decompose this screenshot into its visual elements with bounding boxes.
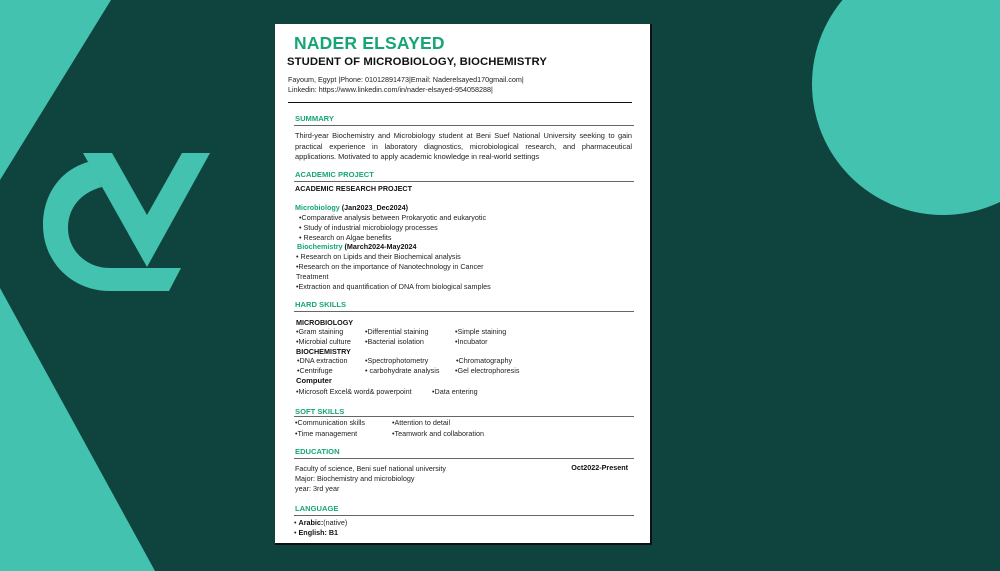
list-item: Treatment: [296, 272, 329, 281]
skill-item: •Chromatography: [456, 356, 513, 365]
skill-item: •Simple staining: [455, 327, 507, 336]
skill-item: •Microsoft Excel& word& powerpoint: [296, 387, 412, 396]
language-divider: [294, 515, 634, 516]
language-label: Arabic:: [298, 518, 324, 527]
skill-item: •DNA extraction: [297, 356, 348, 365]
bottom-left-teal-triangle: [0, 288, 155, 571]
project-microbiology-title: [295, 203, 408, 212]
skill-item: •Centrifuge: [297, 366, 333, 375]
education-major: Major: Biochemistry and microbiology: [295, 474, 415, 483]
hard-skills-heading: HARD SKILLS: [295, 300, 347, 309]
skill-item: •Incubator: [455, 337, 488, 346]
hard-skills-divider: [294, 311, 634, 312]
list-item: •Extraction and quantification of DNA from biological samples: [296, 282, 491, 291]
soft-skills-heading: SOFT SKILLS: [295, 407, 345, 416]
summary-text: Third-year Biochemistry and Microbiology student at Beni Suef National University seeking to gain practical experience in laboratory diagnostics, microbiological research, and pharmaceutical applications. Motivated to apply academic knowledge in real-world settings: [295, 131, 632, 161]
language-heading: LANGUAGE: [295, 504, 339, 513]
project-period: (Jan2023_Dec2024): [339, 203, 409, 212]
academic-research-subheading: ACADEMIC RESEARCH PROJECT: [295, 184, 413, 193]
academic-project-divider: [294, 181, 634, 182]
list-item: • Research on Algae benefits: [299, 233, 392, 242]
summary-heading: SUMMARY: [295, 114, 334, 123]
project-field: Biochemistry: [297, 242, 343, 251]
education-divider: [294, 458, 634, 459]
header-divider: [288, 102, 632, 103]
summary-divider: [294, 125, 634, 126]
skill-group-title: BIOCHEMISTRY: [296, 347, 351, 356]
skill-item: •Differential staining: [365, 327, 429, 336]
skill-item: •Gel electrophoresis: [455, 366, 520, 375]
skill-item: •Spectrophotometry: [365, 356, 429, 365]
contact-line-1: Fayoum, Egypt |Phone: 01012891473|Email: Naderelsayed170gmail.com|: [288, 75, 524, 84]
candidate-name: NADER ELSAYED: [294, 33, 445, 53]
skill-item: •Teamwork and collaboration: [392, 429, 485, 438]
skill-item: •Data entering: [432, 387, 478, 396]
skill-group-title: MICROBIOLOGY: [296, 318, 354, 327]
project-biochemistry-title: [297, 242, 416, 251]
skill-item: •Microbial culture: [296, 337, 351, 346]
contact-line-2: Linkedin: https://www.linkedin.com/in/nader-elsayed-954058288|: [288, 85, 493, 94]
list-item: • Research on Lipids and their Biochemical analysis: [296, 252, 461, 261]
resume-page: [275, 24, 652, 545]
skill-item: •Communication skills: [295, 418, 366, 427]
list-item: •Research on the importance of Nanotechnology in Cancer: [296, 262, 484, 271]
skill-item: •Attention to detail: [392, 418, 451, 427]
soft-skills-divider: [294, 416, 634, 417]
language-level: (native): [323, 518, 348, 527]
list-item: •Comparative analysis between Prokaryotic and eukaryotic: [299, 213, 487, 222]
list-item: • Study of industrial microbiology processes: [299, 223, 438, 232]
skill-item: • carbohydrate analysis: [365, 366, 440, 375]
education-period: Oct2022-Present: [571, 463, 628, 472]
education-year: year: 3rd year: [295, 484, 340, 493]
candidate-headline: STUDENT OF MICROBIOLOGY, BIOCHEMISTRY: [287, 56, 547, 68]
project-period: (March2024-May2024: [342, 242, 417, 251]
education-heading: EDUCATION: [295, 447, 340, 456]
skill-item: •Bacterial isolation: [365, 337, 424, 346]
education-institution: Faculty of science, Beni suef national university: [295, 464, 447, 473]
skill-item: •Time management: [295, 429, 358, 438]
language-item-english: • English: B1: [294, 528, 339, 537]
skill-group-title: Computer: [296, 376, 332, 385]
cv-monogram-icon: [43, 153, 210, 291]
academic-project-heading: ACADEMIC PROJECT: [295, 170, 374, 179]
skill-item: •Gram staining: [296, 327, 344, 336]
project-field: Microbiology: [295, 203, 340, 212]
top-right-teal-circle: [812, 0, 1000, 215]
language-item-arabic: • Arabic:(native): [294, 518, 348, 527]
language-label: English: B1: [298, 528, 339, 537]
